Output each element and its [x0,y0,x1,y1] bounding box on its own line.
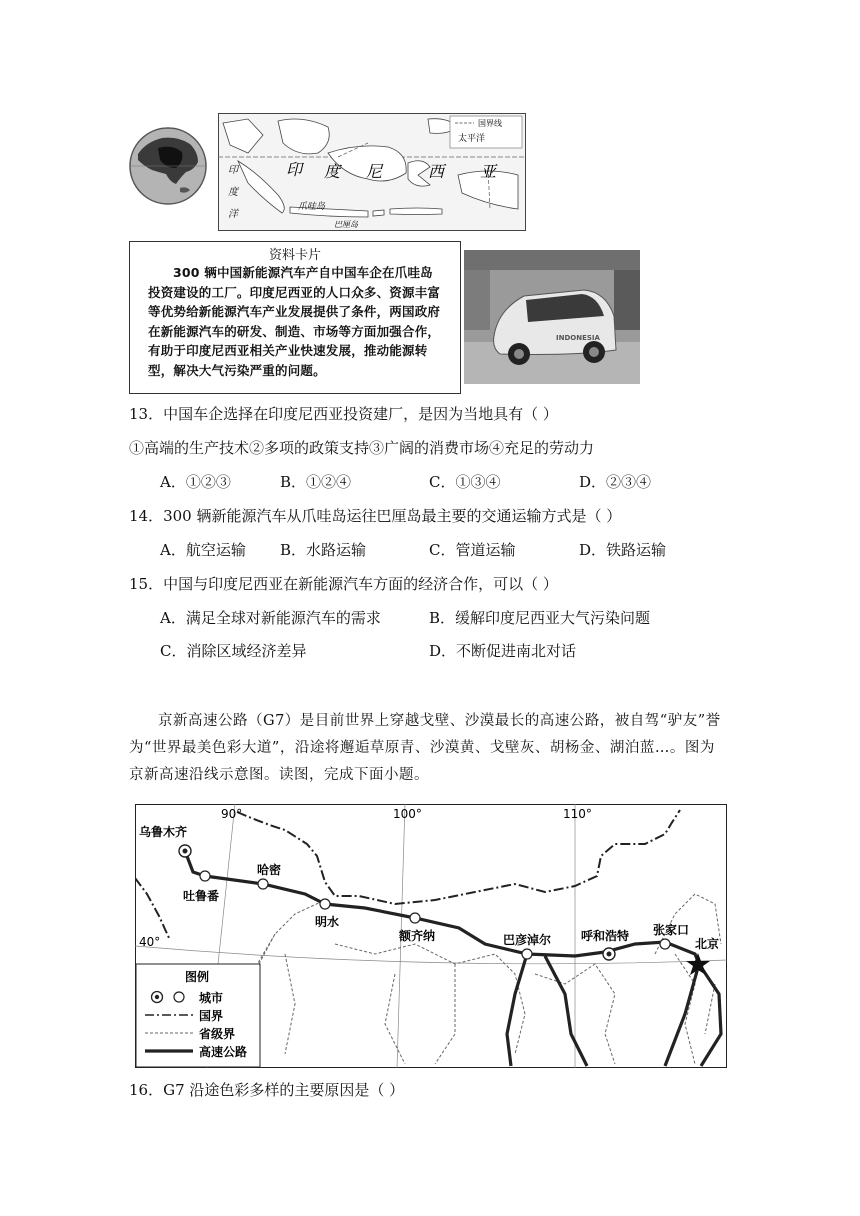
pacific-ocean-label: 太平洋 [458,134,486,144]
city-marker [410,913,420,923]
q15-option-a[interactable]: A．满足全球对新能源汽车的需求 [160,609,381,627]
q14-option-d[interactable]: D．铁路运输 [579,541,667,559]
question-13-stem: 13．中国车企选择在印度尼西亚投资建厂，是因为当地具有（ ） [129,405,558,423]
city-urumqi-label: 乌鲁木齐 [139,825,188,839]
city-marker [258,879,268,889]
question-15-stem: 15．中国与印度尼西亚在新能源汽车方面的经济合作，可以（ ） [129,575,558,593]
city-turpan-label: 吐鲁番 [183,889,220,903]
city-beijing-label: 北京 [695,937,720,951]
q13-option-a[interactable]: A．①②③ [160,473,231,491]
card-body: 300 辆中国新能源汽车产自中国车企在爪哇岛投资建设的工厂。印度尼西亚的人口众多、资源丰富等优势给新能源汽车产业发展提供了条件，两国政府在新能源汽车的研发、制造、市场等方面加强合作，有助于印度尼西亚相关产业快速发展，推动能源转型，解决大气污染严重的问题。 [148,265,441,378]
q13-option-d[interactable]: D．②③④ [579,473,652,491]
globe-locator-icon [128,126,208,206]
question-14-stem: 14．300 辆新能源汽车从爪哇岛运往巴厘岛最主要的交通运输方式是（ ） [129,507,622,525]
q14-option-a[interactable]: A．航空运输 [160,541,246,559]
legend-border-label: 国界线 [478,119,502,128]
city-hohhot-label: 呼和浩特 [581,929,630,943]
indian-ocean-label: 印 度 洋 [228,165,238,220]
country-label-char: 亚 [480,162,497,181]
car-photo [464,250,640,384]
card-title: 资料卡片 [268,248,321,263]
legend-province-label: 省级界 [199,1027,236,1041]
city-marker [660,939,670,949]
question-13-items: ①高端的生产技术②多项的政策支持③广阔的消费市场④充足的劳动力 [129,439,595,457]
car-indonesia-text: INDONESIA [556,334,600,342]
country-label-char: 尼 [366,162,383,181]
legend-highway-label: 高速公路 [199,1045,248,1059]
city-bayannur-label: 巴彦淖尔 [503,933,552,947]
longitude-110-label: 110° [563,807,592,821]
city-marker [200,871,210,881]
question-16-stem: 16．G7 沿途色彩多样的主要原因是（ ） [129,1081,405,1099]
reading-passage: 京新高速公路（G7）是目前世界上穿越戈壁、沙漠最长的高速公路，被自驾“驴友”誉为“世界最美色彩大道”，沿途将邂逅草原青、沙漠黄、戈壁灰、胡杨金、湖泊蓝…。图为京新高速沿线示意图。读图，完成下面小题。 [129,713,721,783]
q13-option-c[interactable]: C．①③④ [429,473,501,491]
longitude-100-label: 100° [393,807,422,821]
city-marker [522,949,532,959]
g7-route-map [135,804,727,1068]
q14-option-c[interactable]: C．管道运输 [429,541,516,559]
q14-option-b[interactable]: B．水路运输 [280,541,367,559]
city-hami-label: 哈密 [257,863,282,877]
q15-option-b[interactable]: B．缓解印度尼西亚大气污染问题 [429,609,651,627]
city-ejina-label: 额齐纳 [399,929,436,943]
latitude-40-label: 40° [139,935,161,949]
country-label-char: 度 [324,162,341,181]
indonesia-map [218,113,526,231]
city-zhangjiakou-label: 张家口 [653,923,690,937]
info-card [129,241,461,394]
longitude-90-label: 90° [221,807,243,821]
q15-option-c[interactable]: C．消除区域经济差异 [160,642,307,660]
bali-island-label: 巴厘岛 [334,220,358,229]
city-marker [320,899,330,909]
legend-title: 图例 [185,970,210,984]
legend-city-label: 城市 [199,991,224,1005]
java-island-label: 爪哇岛 [298,202,326,212]
country-label-char: 印 [286,160,303,179]
q13-option-b[interactable]: B．①②④ [280,473,352,491]
legend-border-label: 国界 [199,1009,224,1023]
country-label-char: 西 [428,162,445,181]
city-mingshui-label: 明水 [315,915,340,929]
q15-option-d[interactable]: D．不断促进南北对话 [429,642,577,660]
